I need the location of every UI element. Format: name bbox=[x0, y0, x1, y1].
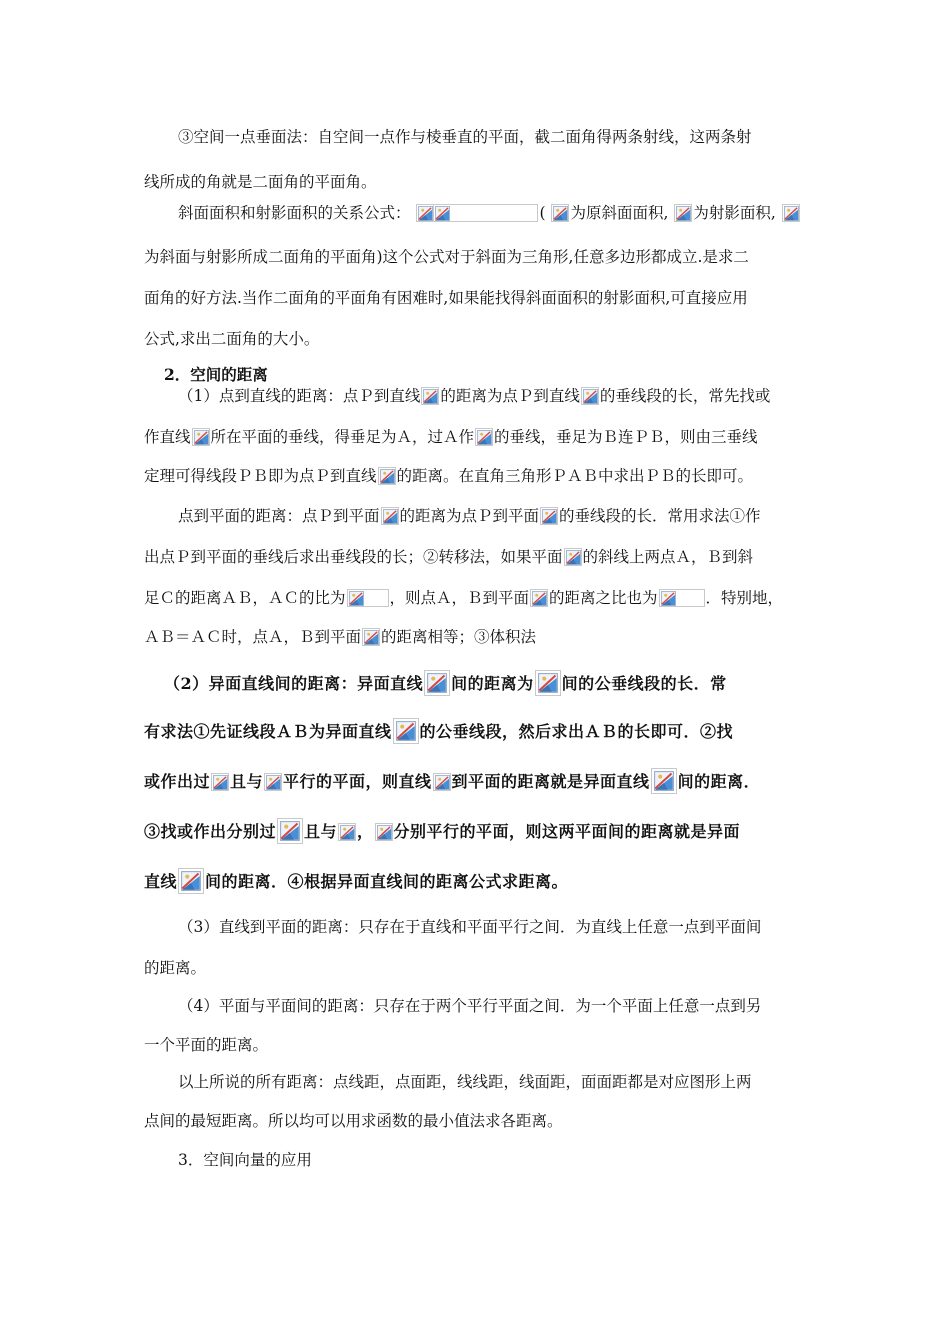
broken-image-glyph bbox=[194, 430, 209, 445]
bold-text-line: （2）异面直线间的距离：异面直线 间的距离为 间的公垂线段的长．常 bbox=[164, 670, 727, 696]
text-line: 为斜面与射影所成二面角的平面角)这个公式对于斜面为三角形,任意多边形都成立.是求二 bbox=[144, 248, 749, 266]
text-line: 斜面面积和射影面积的关系公式： ( 为原斜面面积, 为射影面积, bbox=[178, 203, 801, 223]
section-heading: 2．空间的距离 bbox=[164, 365, 268, 384]
broken-image-glyph bbox=[380, 469, 395, 484]
broken-image-glyph bbox=[340, 825, 355, 840]
formula-image-icon bbox=[375, 823, 393, 841]
broken-image-glyph bbox=[661, 591, 676, 606]
broken-image-glyph bbox=[435, 206, 450, 221]
broken-image-glyph bbox=[477, 430, 492, 445]
broken-image-glyph bbox=[266, 775, 281, 790]
broken-image-glyph bbox=[435, 775, 450, 790]
formula-image-icon bbox=[540, 507, 558, 525]
broken-image-glyph bbox=[538, 673, 558, 693]
formula-image-icon bbox=[530, 589, 548, 607]
text-line: 定理可得线段ＰＢ即为点Ｐ到直线 的距离。在直角三角形ＰＡＢ中求出ＰＢ的长即可。 bbox=[144, 467, 754, 485]
broken-image-glyph bbox=[654, 771, 674, 791]
formula-image-icon bbox=[535, 670, 561, 696]
broken-image-glyph bbox=[213, 775, 228, 790]
broken-image-glyph bbox=[364, 630, 379, 645]
broken-image-glyph bbox=[280, 821, 300, 841]
formula-image-icon bbox=[347, 589, 389, 607]
formula-image-icon bbox=[178, 868, 204, 894]
text-line: ③空间一点垂面法：自空间一点作与棱垂直的平面，截二面角得两条射线，这两条射 bbox=[178, 128, 752, 146]
text-line: （3）直线到平面的距离：只存在于直线和平面平行之间．为直线上任意一点到平面间 bbox=[178, 918, 762, 936]
text-line: （4）平面与平面间的距离：只存在于两个平行平面之间．为一个平面上任意一点到另 bbox=[178, 997, 762, 1015]
broken-image-glyph bbox=[423, 389, 438, 404]
broken-image-glyph bbox=[532, 591, 547, 606]
bold-text-line: ③找或作出分别过 且与 ， 分别平行的平面，则这两平面间的距离就是异面 bbox=[144, 818, 740, 844]
formula-image-icon bbox=[416, 204, 434, 222]
text-line: 作直线 所在平面的垂线，得垂足为Ａ，过Ａ作 的垂线，垂足为Ｂ连ＰＢ，则由三垂线 bbox=[144, 428, 758, 446]
bold-text-line: 直线 间的距离．④根据异面直线间的距离公式求距离。 bbox=[144, 868, 568, 894]
formula-image-icon bbox=[192, 428, 210, 446]
formula-image-icon bbox=[338, 823, 356, 841]
formula-image-icon bbox=[211, 773, 229, 791]
text-line: 点间的最短距离。所以均可以用求函数的最小值法求各距离。 bbox=[144, 1112, 563, 1130]
broken-image-glyph bbox=[784, 206, 799, 221]
formula-image-icon bbox=[277, 818, 303, 844]
text-line: 线所成的角就是二面角的平面角。 bbox=[144, 173, 377, 191]
broken-image-glyph bbox=[676, 206, 691, 221]
text-line: （1）点到直线的距离：点Ｐ到直线 的距离为点Ｐ到直线 的垂线段的长，常先找或 bbox=[178, 387, 771, 405]
text-line: 面角的好方法.当作二面角的平面角有困难时,如果能找得斜面面积的射影面积,可直接应用 bbox=[144, 289, 748, 307]
formula-image-icon bbox=[421, 387, 439, 405]
bold-text-line: 或作出过 且与 平行的平面，则直线 到平面的距离就是异面直线 间的距离． bbox=[144, 768, 760, 794]
bold-text-line: 有求法①先证线段ＡＢ为异面直线 的公垂线段，然后求出ＡＢ的长即可．②找 bbox=[144, 718, 733, 744]
broken-image-glyph bbox=[383, 509, 398, 524]
formula-image-icon bbox=[264, 773, 282, 791]
formula-image-icon bbox=[782, 204, 800, 222]
formula-image-icon bbox=[362, 628, 380, 646]
text-line: 点到平面的距离：点Ｐ到平面 的距离为点Ｐ到平面 的垂线段的长．常用求法①作 bbox=[178, 507, 761, 525]
broken-image-glyph bbox=[349, 591, 364, 606]
formula-image-icon bbox=[424, 670, 450, 696]
text-line: 出点Ｐ到平面的垂线后求出垂线段的长；②转移法，如果平面 的斜线上两点Ａ，Ｂ到斜 bbox=[144, 548, 754, 566]
formula-image-icon bbox=[393, 718, 419, 744]
broken-image-glyph bbox=[377, 825, 392, 840]
broken-image-glyph bbox=[553, 206, 568, 221]
broken-image-glyph bbox=[566, 550, 581, 565]
broken-image-glyph bbox=[396, 721, 416, 741]
formula-image-icon bbox=[381, 507, 399, 525]
formula-image-icon bbox=[378, 467, 396, 485]
formula-image-icon bbox=[564, 548, 582, 566]
broken-image-glyph bbox=[418, 206, 433, 221]
formula-image-icon bbox=[433, 773, 451, 791]
broken-image-glyph bbox=[583, 389, 598, 404]
text-line: 足Ｃ的距离ＡＢ，ＡＣ的比为 ，则点Ａ，Ｂ到平面 的距离之比也为 ．特别地， bbox=[144, 589, 784, 607]
broken-image-glyph bbox=[427, 673, 447, 693]
formula-image-icon bbox=[581, 387, 599, 405]
broken-image-glyph bbox=[542, 509, 557, 524]
formula-image-icon bbox=[433, 204, 538, 222]
text-line: 一个平面的距离。 bbox=[144, 1036, 269, 1054]
text-line: 的距离。 bbox=[144, 959, 207, 977]
text-line: 以上所说的所有距离：点线距，点面距，线线距，线面距，面面距都是对应图形上两 bbox=[178, 1073, 752, 1091]
broken-image-glyph bbox=[181, 871, 201, 891]
formula-image-icon bbox=[475, 428, 493, 446]
formula-image-icon bbox=[674, 204, 692, 222]
text-line: ＡＢ＝ＡＣ时，点Ａ，Ｂ到平面 的距离相等；③体积法 bbox=[144, 628, 537, 646]
formula-image-icon bbox=[651, 768, 677, 794]
text-line: 公式,求出二面角的大小。 bbox=[144, 330, 320, 348]
formula-image-icon bbox=[551, 204, 569, 222]
section-heading: 3．空间向量的应用 bbox=[178, 1151, 312, 1169]
formula-image-icon bbox=[659, 589, 705, 607]
